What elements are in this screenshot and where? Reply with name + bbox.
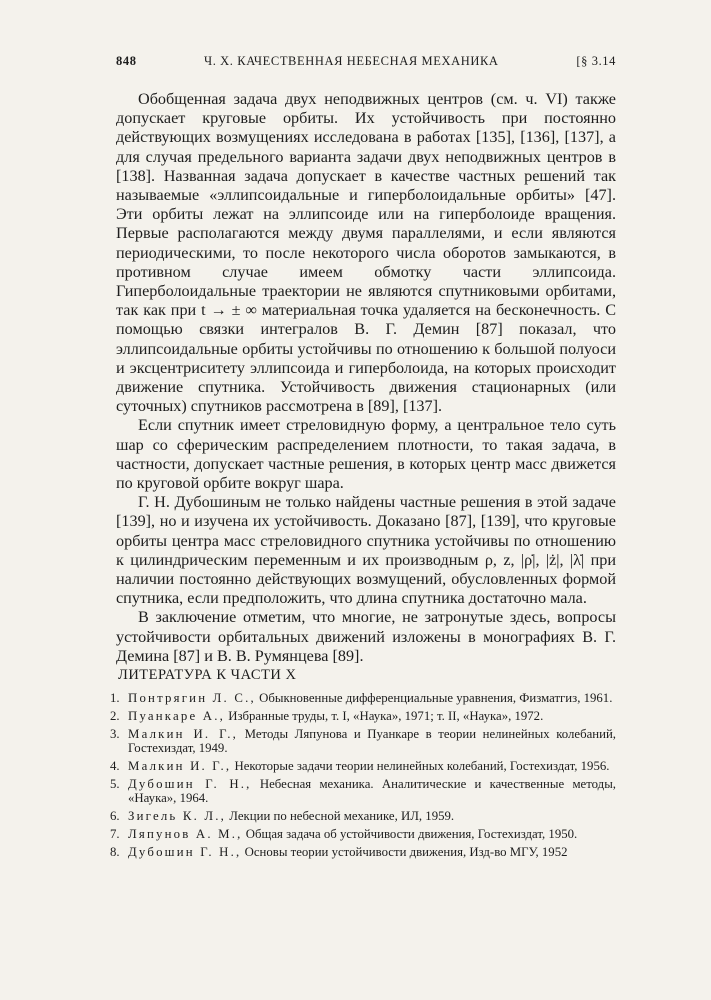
reference-item: 6. Зигель К. Л., Лекции по небесной механике, ИЛ, 1959. [110, 809, 455, 824]
reference-text: Небесная механика. Аналитические и качественные методы, «Наука», 1964. [128, 776, 616, 806]
paragraph-1: Обобщенная задача двух неподвижных центров (см. ч. VI) также допускает круговые орбиты. Их устойчивость при постоянно действующих возмущениях исследована в работах [135], [136], [137], а для случая предельного варианта задачи двух неподвижных центров в [138]. Названная задача допускает в качестве частных решений так называемые «эллипсоидальные и гиперболоидальные орбиты» [47]. Эти орбиты лежат на эллипсоиде или на гиперболоиде вращения. Первые располагаются между двумя параллелями, и если являются периодическими, то после некоторого числа оборотов замыкаются, в противном случае имеем обмотку части эллипсоида. Гиперболоидальные траектории не являются спутниковыми орбитами, так как при t → ± ∞ материальная точка удаляется на бесконечность. С помощью связки интегралов В. Г. Демин [87] показал, что эллипсоидальные орбиты устойчивы по отношению к большой полуоси и эксцентриситету эллипсоида и гиперболоида, на которых происходит движение спутника. Устойчивость движения стационарных (или суточных) спутников рассмотрена в [89], [137]. [116, 90, 616, 416]
references-title: ЛИТЕРАТУРА К ЧАСТИ X [118, 667, 297, 683]
reference-author: Дубошин Г. Н., [128, 844, 242, 859]
reference-author: Дубошин Г. Н., [128, 776, 252, 791]
page-number: 848 [116, 54, 137, 68]
reference-text: Основы теории устойчивости движения, Изд-во МГУ, 1952 [241, 844, 568, 859]
reference-item: 7. Ляпунов А. М., Общая задача об устойчивости движения, Гостехиздат, 1950. [110, 826, 578, 841]
reference-text: Обыкновенные дифференциальные уравнения, Физматгиз, 1961. [255, 691, 613, 705]
paragraph-2: Если спутник имеет стреловидную форму, а центральное тело суть шар со сферическим распределением плотности, то такая задача, в частности, допускает частные решения, в которых центр масс движется по круговой орбите вокруг шара. [116, 416, 616, 493]
reference-author: Малкин И. Г., [128, 726, 239, 741]
references-list [104, 691, 616, 862]
reference-item: 4. Малкин И. Г., Некоторые задачи теории нелинейных колебаний, Гостехиздат, 1956. [110, 758, 610, 773]
running-header [116, 54, 616, 72]
reference-text: Общая задача об устойчивости движения, Гостехиздат, 1950. [242, 826, 578, 841]
reference-item: 3. Малкин И. Г., Методы Ляпунова и Пуанкаре в теории нелинейных колебаний, Гостехиздат, 1949. [110, 726, 616, 756]
main-text [116, 90, 616, 666]
reference-text: Методы Ляпунова и Пуанкаре в теории нелинейных колебаний, Гостехиздат, 1949. [128, 726, 616, 756]
section-label: [§ 3.14 [576, 54, 616, 68]
paragraph-3: Г. Н. Дубошиным не только найдены частные решения в этой задаче [139], но и изучена их устойчивость. Доказано [87], [139], что круговые орбиты центра масс стреловидного спутника устойчивы по отношению к цилиндрическим переменным и их производным ρ, z, |ρ̇|, |ż|, |λ̇| при наличии постоянно действующих возмущений, обусловленных формой спутника, если предположить, что длина спутника достаточно мала. [116, 493, 616, 608]
reference-text: Лекции по небесной механике, ИЛ, 1959. [226, 809, 455, 824]
reference-text: Некоторые задачи теории нелинейных колебаний, Гостехиздат, 1956. [231, 758, 610, 773]
reference-author: Понтрягин Л. С., [128, 691, 256, 705]
reference-item: 8. Дубошин Г. Н., Основы теории устойчивости движения, Изд-во МГУ, 1952 [110, 844, 568, 859]
reference-item: 2. Пуанкаре А., Избранные труды, т. I, «Наука», 1971; т. II, «Наука», 1972. [110, 708, 544, 723]
reference-author: Малкин И. Г., [128, 758, 232, 773]
reference-author: Пуанкаре А., [128, 708, 226, 723]
running-title: Ч. X. КАЧЕСТВЕННАЯ НЕБЕСНАЯ МЕХАНИКА [204, 54, 499, 68]
reference-text: Избранные труды, т. I, «Наука», 1971; т. II, «Наука», 1972. [225, 708, 544, 723]
reference-item: 5. Дубошин Г. Н., Небесная механика. Аналитические и качественные методы, «Наука», 1964. [110, 776, 616, 806]
reference-item: 1. Понтрягин Л. С., Обыкновенные дифференциальные уравнения, Физматгиз, 1961. [110, 691, 613, 705]
paragraph-4: В заключение отметим, что многие, не затронутые здесь, вопросы устойчивости орбитальных движений изложены в монографиях В. Г. Демина [87] и В. В. Румянцева [89]. [116, 608, 616, 665]
reference-author: Зигель К. Л., [128, 809, 227, 824]
reference-author: Ляпунов А. М., [128, 826, 243, 841]
